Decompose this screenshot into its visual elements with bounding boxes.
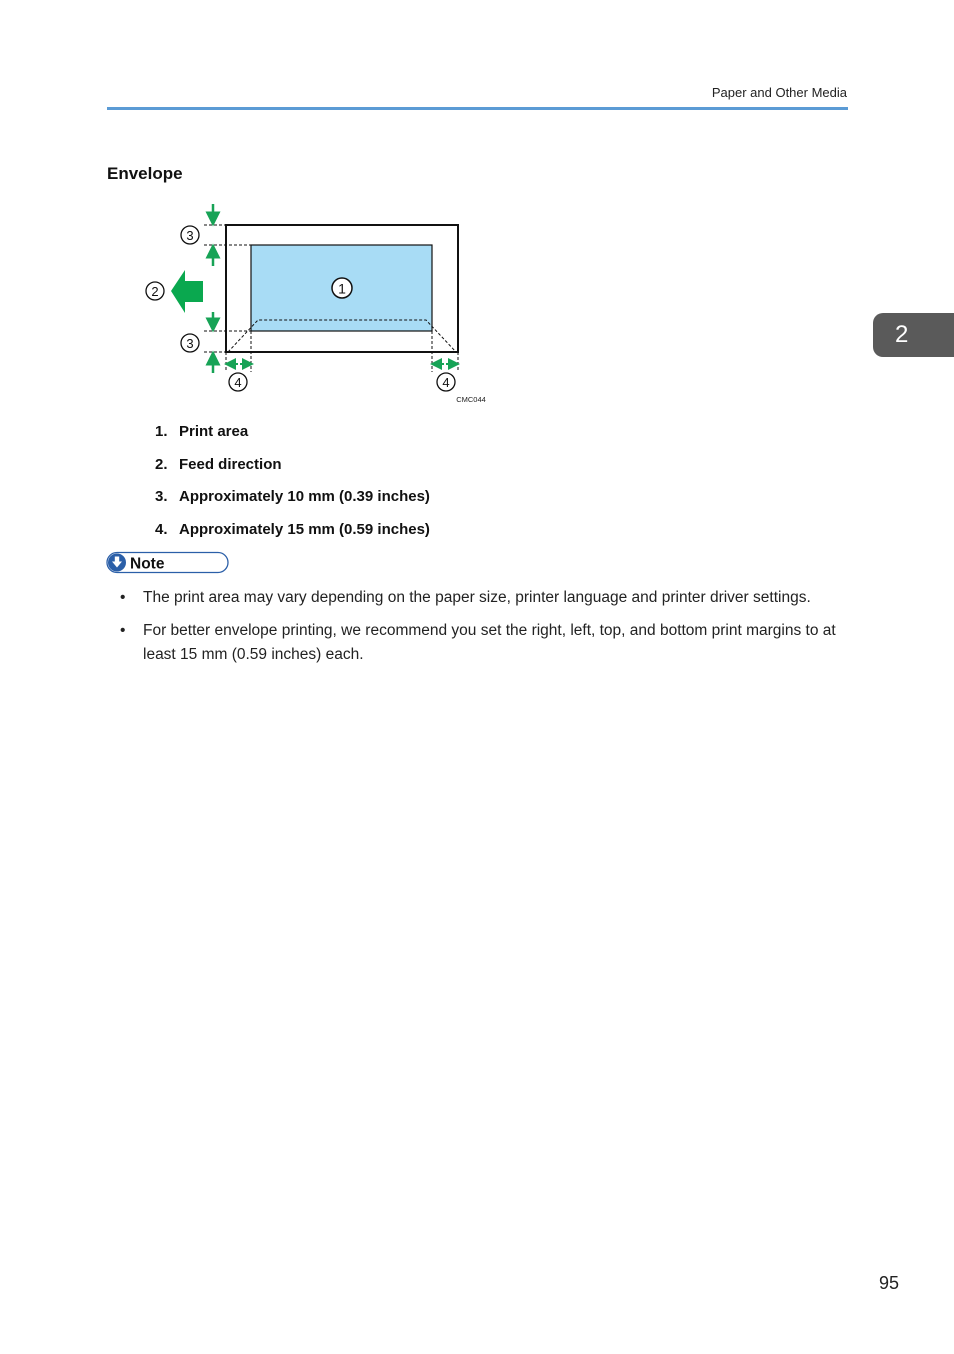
legend-text: Feed direction xyxy=(179,455,282,473)
legend-number: 4. xyxy=(155,520,168,538)
callout-print-area xyxy=(332,278,352,298)
section-title: Envelope xyxy=(107,164,183,183)
envelope-print-area-figure xyxy=(140,200,500,410)
figure-code: CMC044 xyxy=(456,395,486,404)
legend-text: Approximately 15 mm (0.59 inches) xyxy=(179,520,430,538)
legend-item xyxy=(155,520,430,553)
figure-legend xyxy=(155,422,430,552)
callout-right-margin-label: 4 xyxy=(442,375,450,390)
bullet-dot: • xyxy=(120,622,126,639)
header-rule xyxy=(107,107,848,110)
callout-print-area-label: 1 xyxy=(338,280,346,297)
note-badge xyxy=(106,551,230,575)
legend-text: Approximately 10 mm (0.39 inches) xyxy=(179,488,430,505)
down-arrow-circle-icon xyxy=(108,554,126,572)
legend-number: 2. xyxy=(155,455,168,473)
callout-bottom-margin xyxy=(181,334,199,352)
legend-item xyxy=(155,487,430,520)
callout-feed-direction-label: 2 xyxy=(151,284,159,299)
note-list xyxy=(120,586,848,676)
legend-item xyxy=(155,455,430,488)
callout-top-margin-label: 3 xyxy=(186,228,194,243)
legend-item xyxy=(155,422,430,455)
callout-right-margin xyxy=(437,373,455,391)
callout-top-margin xyxy=(181,226,199,244)
note-item-text: The print area may vary depending on the paper size, printer language and printer driver settings. xyxy=(143,589,811,606)
legend-number: 1. xyxy=(155,423,168,440)
legend-number: 3. xyxy=(155,488,168,505)
note-item-text: For better envelope printing, we recommend you set the right, left, top, and bottom print margins to at least 15 mm (0.59 inches) each. xyxy=(143,622,836,663)
running-header: Paper and Other Media xyxy=(711,85,847,100)
bullet-dot: • xyxy=(120,589,126,606)
callout-feed-direction xyxy=(146,282,164,300)
callout-left-margin xyxy=(229,373,247,391)
callout-left-margin-label: 4 xyxy=(234,375,242,390)
note-item xyxy=(120,619,848,667)
page-number: 95 xyxy=(878,1273,899,1293)
note-label: Note xyxy=(130,555,165,573)
callout-bottom-margin-label: 3 xyxy=(186,336,194,351)
note-item xyxy=(120,586,848,610)
chapter-tab[interactable]: 2 xyxy=(873,313,954,357)
legend-text: Print area xyxy=(179,423,249,440)
feed-direction-arrow-icon xyxy=(171,270,203,313)
